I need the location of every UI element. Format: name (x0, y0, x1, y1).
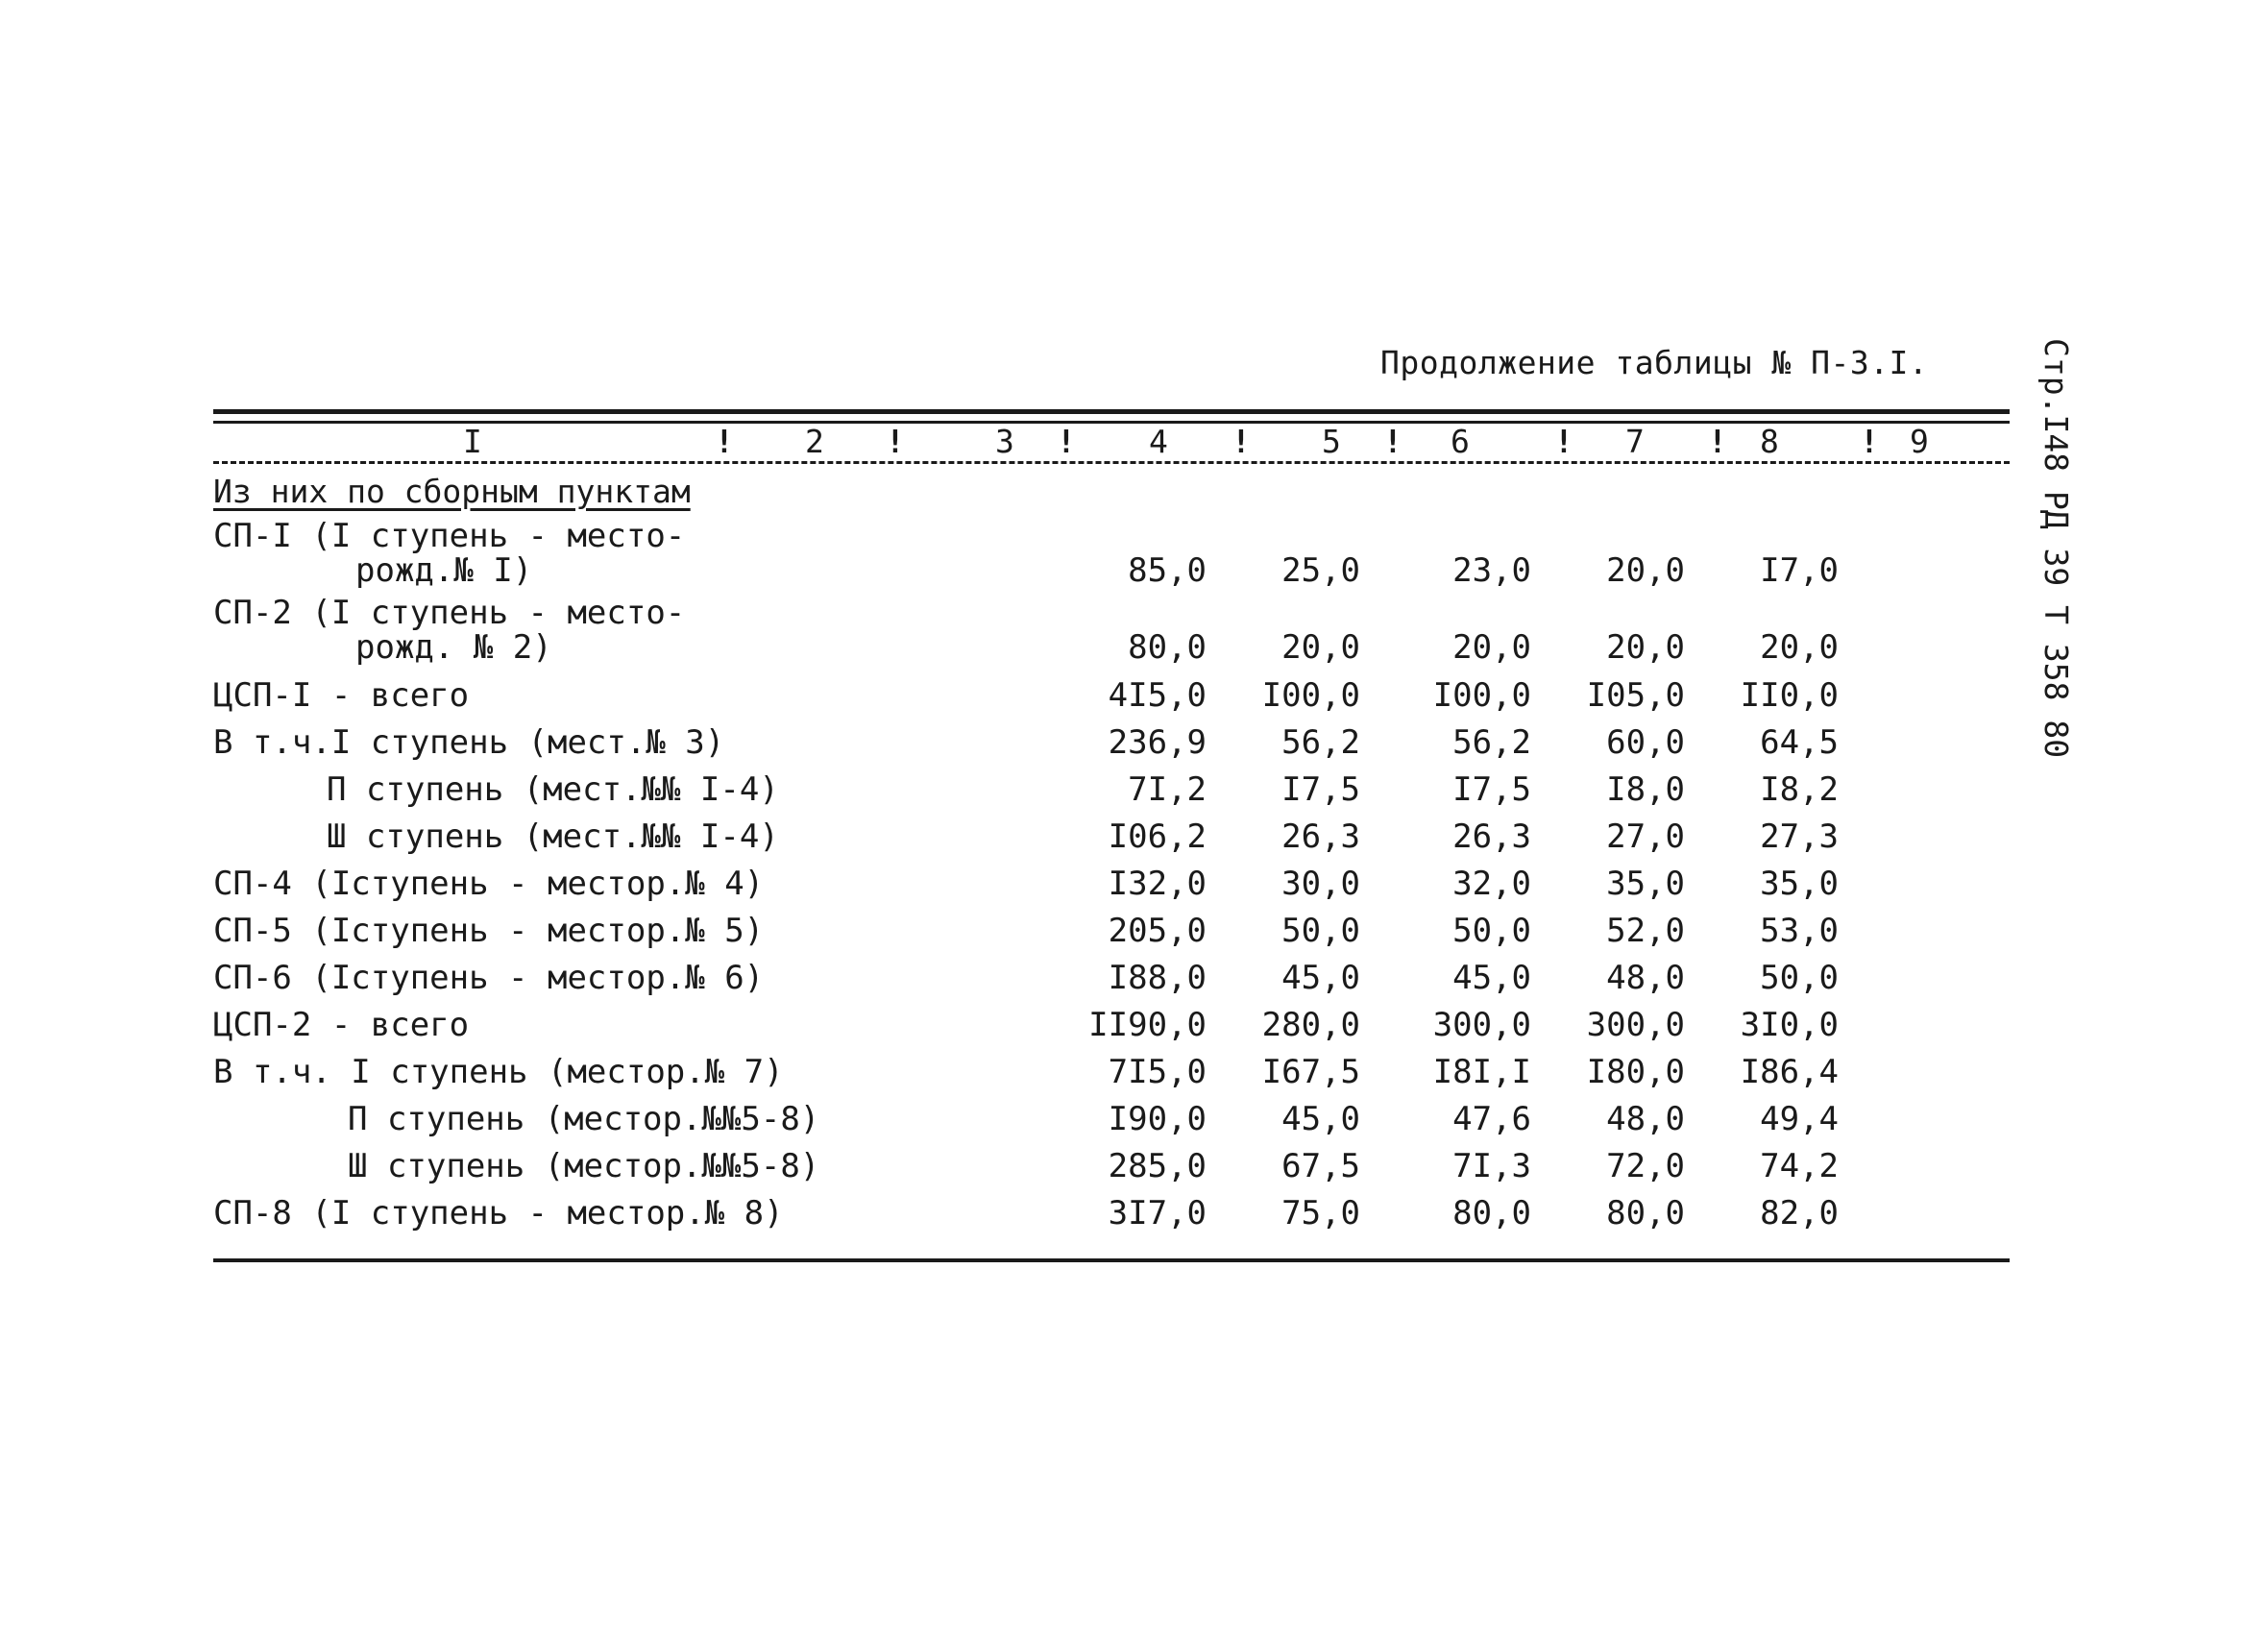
cell-col-7: 72,0 (1606, 1147, 1685, 1185)
cell-col-7: 300,0 (1586, 1006, 1685, 1044)
cell-col-8: 3I0,0 (1740, 1006, 1839, 1044)
cell-col-8: 74,2 (1760, 1147, 1839, 1185)
cell-col-5: 280,0 (1261, 1006, 1360, 1044)
row-label (213, 596, 685, 665)
row-label: Ш ступень (мест.№№ I-4) (327, 818, 779, 856)
cell-col-6: I8I,I (1432, 1053, 1531, 1091)
cell-col-5: 75,0 (1281, 1194, 1360, 1232)
cell-col-6: I7,5 (1452, 770, 1531, 809)
cell-col-6: 56,2 (1452, 723, 1531, 762)
cell-col-8: I8,2 (1760, 770, 1839, 809)
cell-col-5: I67,5 (1261, 1053, 1360, 1091)
row-label: П ступень (мест.№№ I-4) (327, 770, 779, 809)
cell-col-4: II90,0 (1088, 1006, 1207, 1044)
cell-col-5: 20,0 (1281, 628, 1360, 667)
cell-col-6: 80,0 (1452, 1194, 1531, 1232)
page-title: Продолжение таблицы № П-3.I. (1380, 344, 1929, 381)
cell-col-6: 23,0 (1452, 551, 1531, 590)
row-label: В т.ч.I ступень (мест.№ 3) (213, 723, 725, 762)
cell-col-7: 60,0 (1606, 723, 1685, 762)
header-col-7: 7 (1625, 423, 1645, 460)
header-underline (213, 461, 2010, 464)
cell-col-7: 52,0 (1606, 912, 1685, 950)
row-label (213, 519, 685, 588)
header-separator: ! (1708, 423, 1727, 460)
cell-col-8: 82,0 (1760, 1194, 1839, 1232)
cell-col-6: 20,0 (1452, 628, 1531, 667)
cell-col-6: 45,0 (1452, 959, 1531, 997)
cell-col-6: 32,0 (1452, 865, 1531, 903)
row-label: СП-5 (Iступень - местор.№ 5) (213, 912, 765, 950)
row-label-line2: рожд.№ I) (355, 551, 533, 590)
cell-col-5: 45,0 (1281, 959, 1360, 997)
cell-col-7: 80,0 (1606, 1194, 1685, 1232)
header-col-9: 9 (1910, 423, 1929, 460)
table-bottom-rule (213, 1258, 2010, 1262)
header-separator: ! (1383, 423, 1402, 460)
header-col-3: 3 (995, 423, 1014, 460)
cell-col-4: I90,0 (1108, 1100, 1207, 1138)
cell-col-7: 35,0 (1606, 865, 1685, 903)
cell-col-5: 30,0 (1281, 865, 1360, 903)
cell-col-5: 56,2 (1281, 723, 1360, 762)
header-separator: ! (886, 423, 905, 460)
cell-col-8: II0,0 (1740, 676, 1839, 715)
row-label: ЦСП-I - всего (213, 676, 470, 715)
row-label-line1: СП-2 (I ступень - место- (213, 594, 686, 632)
cell-col-4: 3I7,0 (1108, 1194, 1207, 1232)
table-top-rule (213, 409, 2010, 414)
cell-col-8: 27,3 (1760, 818, 1839, 856)
cell-col-6: 7I,3 (1452, 1147, 1531, 1185)
row-label: П ступень (местор.№№5-8) (348, 1100, 820, 1138)
header-col-1: I (463, 423, 482, 460)
cell-col-7: 20,0 (1606, 551, 1685, 590)
cell-col-5: 26,3 (1281, 818, 1360, 856)
row-label: СП-4 (Iступень - местор.№ 4) (213, 865, 765, 903)
cell-col-5: 45,0 (1281, 1100, 1360, 1138)
cell-col-5: I7,5 (1281, 770, 1360, 809)
cell-col-8: 53,0 (1760, 912, 1839, 950)
cell-col-7: I8,0 (1606, 770, 1685, 809)
cell-col-5: 67,5 (1281, 1147, 1360, 1185)
cell-col-8: 20,0 (1760, 628, 1839, 667)
cell-col-4: I88,0 (1108, 959, 1207, 997)
cell-col-6: 50,0 (1452, 912, 1531, 950)
cell-col-8: 49,4 (1760, 1100, 1839, 1138)
cell-col-7: I80,0 (1586, 1053, 1685, 1091)
cell-col-6: I00,0 (1432, 676, 1531, 715)
header-separator: ! (715, 423, 734, 460)
cell-col-4: 205,0 (1108, 912, 1207, 950)
cell-col-4: I32,0 (1108, 865, 1207, 903)
cell-col-7: 48,0 (1606, 1100, 1685, 1138)
cell-col-8: I86,4 (1740, 1053, 1839, 1091)
cell-col-7: 27,0 (1606, 818, 1685, 856)
cell-col-6: 47,6 (1452, 1100, 1531, 1138)
cell-col-4: 4I5,0 (1108, 676, 1207, 715)
cell-col-8: 35,0 (1760, 865, 1839, 903)
row-label-line1: СП-I (I ступень - место- (213, 517, 686, 555)
section-title: Из них по сборным пунктам (213, 473, 691, 510)
cell-col-4: 7I,2 (1128, 770, 1207, 809)
cell-col-8: 64,5 (1760, 723, 1839, 762)
cell-col-8: 50,0 (1760, 959, 1839, 997)
header-separator: ! (1057, 423, 1076, 460)
cell-col-4: 285,0 (1108, 1147, 1207, 1185)
row-label: СП-6 (Iступень - местор.№ 6) (213, 959, 765, 997)
row-label: Ш ступень (местор.№№5-8) (348, 1147, 820, 1185)
cell-col-4: I06,2 (1108, 818, 1207, 856)
header-separator: ! (1860, 423, 1879, 460)
cell-col-7: 20,0 (1606, 628, 1685, 667)
table-header (0, 423, 2268, 459)
header-col-4: 4 (1149, 423, 1168, 460)
header-col-5: 5 (1322, 423, 1341, 460)
cell-col-7: I05,0 (1586, 676, 1685, 715)
row-label: ЦСП-2 - всего (213, 1006, 470, 1044)
cell-col-4: 85,0 (1128, 551, 1207, 590)
header-col-8: 8 (1760, 423, 1779, 460)
row-label-line2: рожд. № 2) (355, 628, 552, 667)
cell-col-7: 48,0 (1606, 959, 1685, 997)
header-col-6: 6 (1451, 423, 1470, 460)
header-col-2: 2 (805, 423, 824, 460)
cell-col-8: I7,0 (1760, 551, 1839, 590)
cell-col-6: 300,0 (1432, 1006, 1531, 1044)
cell-col-4: 236,9 (1108, 723, 1207, 762)
header-separator: ! (1232, 423, 1251, 460)
cell-col-5: I00,0 (1261, 676, 1360, 715)
row-label: В т.ч. I ступень (местор.№ 7) (213, 1053, 784, 1091)
cell-col-5: 50,0 (1281, 912, 1360, 950)
side-page-note: Стр.I48 РД 39 Т 358 80 (2037, 338, 2075, 759)
header-separator: ! (1554, 423, 1573, 460)
cell-col-6: 26,3 (1452, 818, 1531, 856)
cell-col-4: 80,0 (1128, 628, 1207, 667)
cell-col-5: 25,0 (1281, 551, 1360, 590)
row-label: СП-8 (I ступень - местор.№ 8) (213, 1194, 784, 1232)
cell-col-4: 7I5,0 (1108, 1053, 1207, 1091)
